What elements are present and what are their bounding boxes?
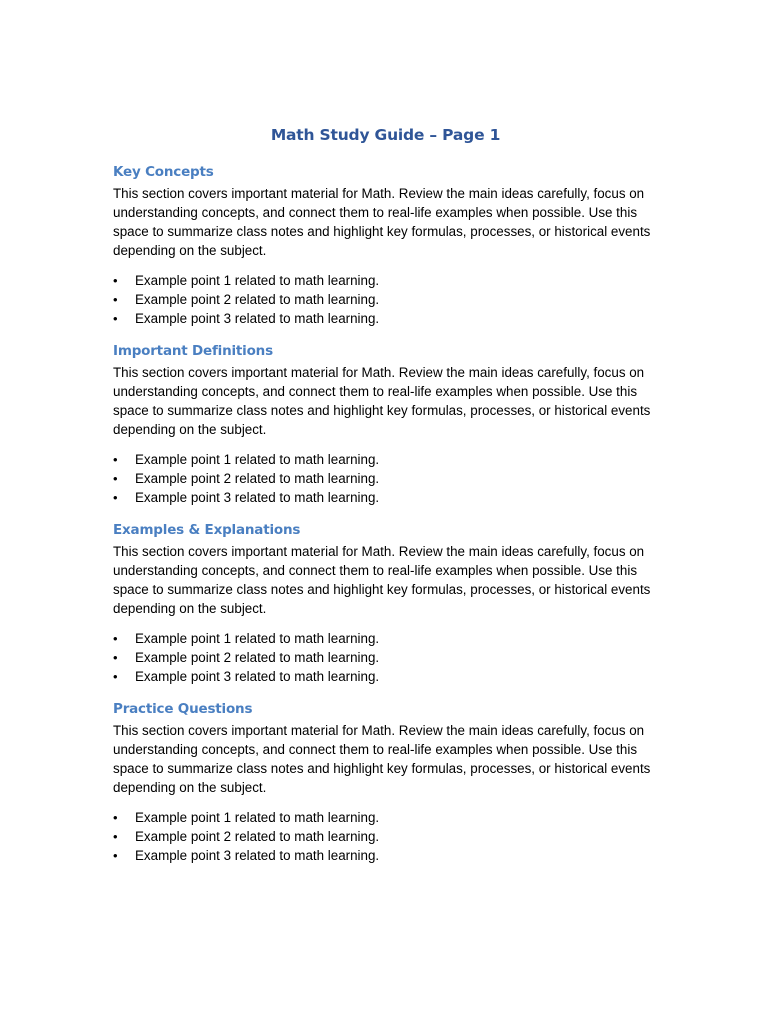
- document-page: [113, 124, 658, 878]
- section-heading: Practice Questions: [113, 701, 253, 717]
- bullet-item: [113, 469, 658, 488]
- bullet-item: [113, 629, 658, 648]
- section-paragraph: This section covers important material for Math. Review the main ideas carefully, focus on understanding concepts, and connect them to real-life examples when possible. Use this space to summarize class notes and highlight key formulas, processes, or historical events depending on the subject.: [113, 723, 651, 795]
- bullet-item: [113, 648, 658, 667]
- bullet-item: [113, 450, 658, 469]
- section-paragraph: This section covers important material for Math. Review the main ideas carefully, focus on understanding concepts, and connect them to real-life examples when possible. Use this space to summarize class notes and highlight key formulas, processes, or historical events depending on the subject.: [113, 186, 651, 258]
- bullet-list: [113, 629, 658, 686]
- bullet-item: [113, 309, 658, 328]
- bullet-icon: •: [113, 452, 118, 467]
- section-examples-explanations: [113, 520, 658, 686]
- bullet-list: [113, 808, 658, 865]
- bullet-list: [113, 271, 658, 328]
- bullet-icon: •: [113, 848, 118, 863]
- bullet-icon: •: [113, 810, 118, 825]
- bullet-item: [113, 808, 658, 827]
- bullet-icon: •: [113, 631, 118, 646]
- bullet-item: [113, 667, 658, 686]
- bullet-icon: •: [113, 490, 118, 505]
- bullet-icon: •: [113, 273, 118, 288]
- bullet-item: [113, 846, 658, 865]
- bullet-item: [113, 488, 658, 507]
- bullet-item: [113, 827, 658, 846]
- document-title: Math Study Guide – Page 1: [270, 126, 501, 144]
- bullet-text: Example point 2 related to math learning.: [135, 650, 380, 665]
- bullet-text: Example point 3 related to math learning.: [135, 848, 380, 863]
- bullet-icon: •: [113, 471, 118, 486]
- section-key-concepts: [113, 162, 658, 328]
- bullet-text: Example point 2 related to math learning.: [135, 292, 380, 307]
- bullet-text: Example point 3 related to math learning.: [135, 490, 380, 505]
- bullet-text: Example point 3 related to math learning.: [135, 669, 380, 684]
- section-practice-questions: [113, 699, 658, 865]
- bullet-text: Example point 1 related to math learning.: [135, 810, 380, 825]
- section-heading: Examples & Explanations: [113, 522, 301, 538]
- bullet-icon: •: [113, 311, 118, 326]
- bullet-text: Example point 1 related to math learning.: [135, 452, 380, 467]
- section-paragraph: This section covers important material for Math. Review the main ideas carefully, focus on understanding concepts, and connect them to real-life examples when possible. Use this space to summarize class notes and highlight key formulas, processes, or historical events depending on the subject.: [113, 544, 651, 616]
- bullet-text: Example point 1 related to math learning.: [135, 631, 380, 646]
- bullet-item: [113, 290, 658, 309]
- bullet-icon: •: [113, 292, 118, 307]
- bullet-list: [113, 450, 658, 507]
- bullet-icon: •: [113, 829, 118, 844]
- bullet-icon: •: [113, 650, 118, 665]
- bullet-item: [113, 271, 658, 290]
- bullet-text: Example point 2 related to math learning.: [135, 829, 380, 844]
- section-heading: Key Concepts: [113, 164, 214, 180]
- section-paragraph: This section covers important material for Math. Review the main ideas carefully, focus on understanding concepts, and connect them to real-life examples when possible. Use this space to summarize class notes and highlight key formulas, processes, or historical events depending on the subject.: [113, 365, 651, 437]
- bullet-icon: •: [113, 669, 118, 684]
- bullet-text: Example point 2 related to math learning.: [135, 471, 380, 486]
- bullet-text: Example point 1 related to math learning.: [135, 273, 380, 288]
- section-important-definitions: [113, 341, 658, 507]
- section-heading: Important Definitions: [113, 343, 273, 359]
- bullet-text: Example point 3 related to math learning.: [135, 311, 380, 326]
